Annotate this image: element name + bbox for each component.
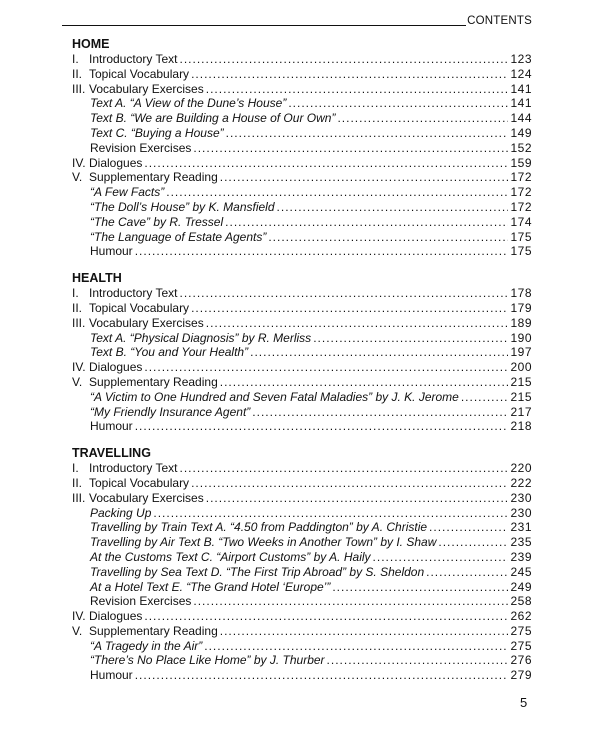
toc-entry [72,301,532,316]
dot-leader [288,96,508,111]
dot-leader [144,156,508,171]
dot-leader [252,405,508,420]
entry-title: Revision Exercises [90,140,192,155]
toc-entry [72,624,532,639]
entry-page: 218 [510,419,532,434]
entry-title: Introductory Text [89,52,178,66]
toc-entry [72,230,532,245]
entry-page: 178 [510,286,532,301]
dot-leader [429,520,508,535]
entry-title: “A Tragedy in the Air” [90,638,203,653]
toc-entry [72,594,532,609]
toc-entry [72,668,532,683]
entry-title: “The Doll’s House” by K. Mansfield [90,199,275,214]
dot-leader [191,301,508,316]
toc-entry [72,200,532,215]
entry-page: 124 [510,66,532,81]
toc-entry [72,286,532,301]
dot-leader [144,360,508,375]
toc-entry [72,331,532,346]
toc-entry [72,550,532,565]
entry-title: Travelling by Air Text B. “Two Weeks in Another Town” by I. Shaw [90,535,437,550]
dot-leader [191,476,508,491]
toc-entry [72,82,532,97]
entry-page: 275 [510,623,532,638]
entry-title: Humour [90,668,133,683]
dot-leader [193,594,508,609]
toc-entry [72,639,532,654]
entry-page: 190 [510,330,532,345]
entry-page: 144 [510,111,532,126]
entry-page: 175 [510,229,532,244]
section-title: HEALTH [72,271,122,286]
dot-leader [206,491,508,506]
entry-numeral: IV. [72,360,86,375]
section-travelling [72,446,532,683]
dot-leader [220,624,508,639]
entry-title: Supplementary Reading [89,374,218,389]
toc-entry [72,520,532,535]
toc-entry [72,316,532,331]
entry-title: Packing Up [90,505,152,520]
toc-entry [72,156,532,171]
toc-entry [72,360,532,375]
toc-entry [72,141,532,156]
dot-leader [166,185,508,200]
section-title: HOME [72,37,110,51]
section-home [72,37,532,259]
entry-page: 258 [510,594,532,609]
toc-entry [72,461,532,476]
entry-title: Dialogues [89,609,143,624]
toc-entry [72,390,532,405]
entry-page: 200 [510,360,532,375]
dot-leader [268,230,508,245]
entry-title: Topical Vocabulary [89,475,190,490]
entry-title: Dialogues [89,155,143,170]
page-number: 5 [520,695,528,710]
entry-page: 197 [510,345,532,360]
dot-leader [327,653,508,668]
header-rule [62,25,466,26]
dot-leader [135,244,508,259]
entry-page: 245 [510,564,532,579]
toc-entry [72,111,532,126]
dot-leader [135,419,508,434]
entry-page: 279 [510,668,532,683]
entry-page: 149 [510,125,532,140]
dot-leader [332,580,508,595]
toc-entry [72,405,532,420]
entry-title: “The Cave” by R. Tressel [90,214,224,229]
entry-numeral: III. [72,81,86,96]
entry-numeral: III. [72,315,86,330]
toc-entry [72,491,532,506]
entry-page: 235 [510,535,532,550]
dot-leader [225,215,508,230]
dot-leader [180,52,509,67]
dot-leader [180,286,509,301]
entry-numeral: II. [72,300,83,315]
entry-title: Vocabulary Exercises [89,81,204,96]
toc-entry [72,244,532,259]
entry-title: Travelling by Sea Text D. “The First Trip Abroad” by S. Sheldon [90,564,425,579]
entry-title: At a Hotel Text E. “The Grand Hotel ‘Europe’” [90,579,331,594]
entry-title: “A Few Facts” [90,185,165,200]
entry-page: 276 [510,653,532,668]
entry-title: Revision Exercises [90,594,192,609]
dot-leader [313,331,508,346]
entry-title: Text B. “We are Building a House of Our Own” [90,111,336,126]
dot-leader [277,200,508,215]
toc-entry [72,185,532,200]
entry-page: 275 [510,638,532,653]
dot-leader [135,668,508,683]
entry-page: 179 [510,300,532,315]
entry-title: Travelling by Train Text A. “4.50 from Paddington” by A. Christie [90,520,428,535]
entry-page: 174 [510,214,532,229]
entry-page: 222 [510,475,532,490]
toc-entry [72,96,532,111]
entry-title: Topical Vocabulary [89,300,190,315]
entry-numeral: IV. [72,609,86,624]
dot-leader [220,170,508,185]
entry-page: 152 [510,140,532,155]
entry-title: Text A. “Physical Diagnosis” by R. Merliss [90,330,312,345]
dot-leader [373,550,508,565]
toc-entry [72,506,532,521]
entry-page: 231 [510,520,532,535]
entry-numeral: V. [72,623,83,638]
toc-entry [72,609,532,624]
entry-numeral: V. [72,374,83,389]
entry-title: Text B. “You and Your Health” [90,345,249,360]
entry-page: 172 [510,170,532,185]
dot-leader [206,82,508,97]
toc-entry [72,565,532,580]
toc-entry [72,345,532,360]
dot-leader [206,316,508,331]
toc-entry [72,419,532,434]
entry-numeral: II. [72,66,83,81]
entry-numeral: I. [72,286,79,301]
dot-leader [250,345,508,360]
dot-leader [144,609,508,624]
entry-title: Introductory Text [89,461,178,476]
toc-entry [72,215,532,230]
dot-leader [337,111,508,126]
entry-page: 175 [510,244,532,259]
entry-numeral: V. [72,170,83,185]
entry-page: 217 [510,404,532,419]
entry-numeral: I. [72,52,79,66]
entry-page: 189 [510,315,532,330]
header-label: CONTENTS [467,15,532,27]
toc-entry [72,535,532,550]
entry-title: “A Victim to One Hundred and Seven Fatal Maladies” by J. K. Jerome [90,389,459,404]
toc-entry [72,476,532,491]
entry-numeral: III. [72,490,86,505]
section-health [72,271,532,434]
dot-leader [426,565,508,580]
entry-page: 141 [510,96,532,111]
entry-title: Supplementary Reading [89,170,218,185]
toc-entry [72,375,532,390]
toc-entry [72,52,532,67]
table-of-contents [72,37,532,683]
running-header [62,12,532,26]
entry-page: 239 [510,549,532,564]
entry-page: 172 [510,199,532,214]
entry-title: Humour [90,244,133,259]
entry-page: 215 [510,389,532,404]
toc-entry [72,67,532,82]
entry-page: 159 [510,155,532,170]
entry-title: Humour [90,419,133,434]
dot-leader [191,67,508,82]
entry-page: 230 [510,490,532,505]
toc-entry [72,580,532,595]
entry-title: Vocabulary Exercises [89,315,204,330]
entry-title: Introductory Text [89,286,178,301]
entry-title: “The Language of Estate Agents” [90,229,267,244]
toc-entry [72,653,532,668]
toc-entry [72,170,532,185]
entry-page: 230 [510,505,532,520]
entry-page: 249 [510,579,532,594]
entry-page: 215 [510,374,532,389]
entry-title: Vocabulary Exercises [89,490,204,505]
entry-title: “My Friendly Insurance Agent” [90,404,251,419]
entry-numeral: I. [72,461,79,476]
entry-title: Text A. “A View of the Dune’s House” [90,96,287,111]
entry-title: Text C. “Buying a House” [90,125,224,140]
entry-title: Supplementary Reading [89,623,218,638]
dot-leader [193,141,508,156]
entry-page: 123 [510,52,532,66]
entry-title: “There’s No Place Like Home” by J. Thurber [90,653,325,668]
entry-page: 220 [510,461,532,476]
entry-title: At the Customs Text C. “Airport Customs” by A. Haily [90,549,371,564]
entry-page: 172 [510,185,532,200]
dot-leader [438,535,508,550]
dot-leader [461,390,508,405]
entry-title: Dialogues [89,360,143,375]
section-title: TRAVELLING [72,446,151,461]
dot-leader [220,375,508,390]
entry-page: 141 [510,81,532,96]
dot-leader [204,639,508,654]
toc-entry [72,126,532,141]
entry-page: 262 [510,609,532,624]
dot-leader [180,461,509,476]
dot-leader [153,506,508,521]
entry-numeral: IV. [72,155,86,170]
entry-title: Topical Vocabulary [89,66,190,81]
dot-leader [226,126,508,141]
entry-numeral: II. [72,475,83,490]
